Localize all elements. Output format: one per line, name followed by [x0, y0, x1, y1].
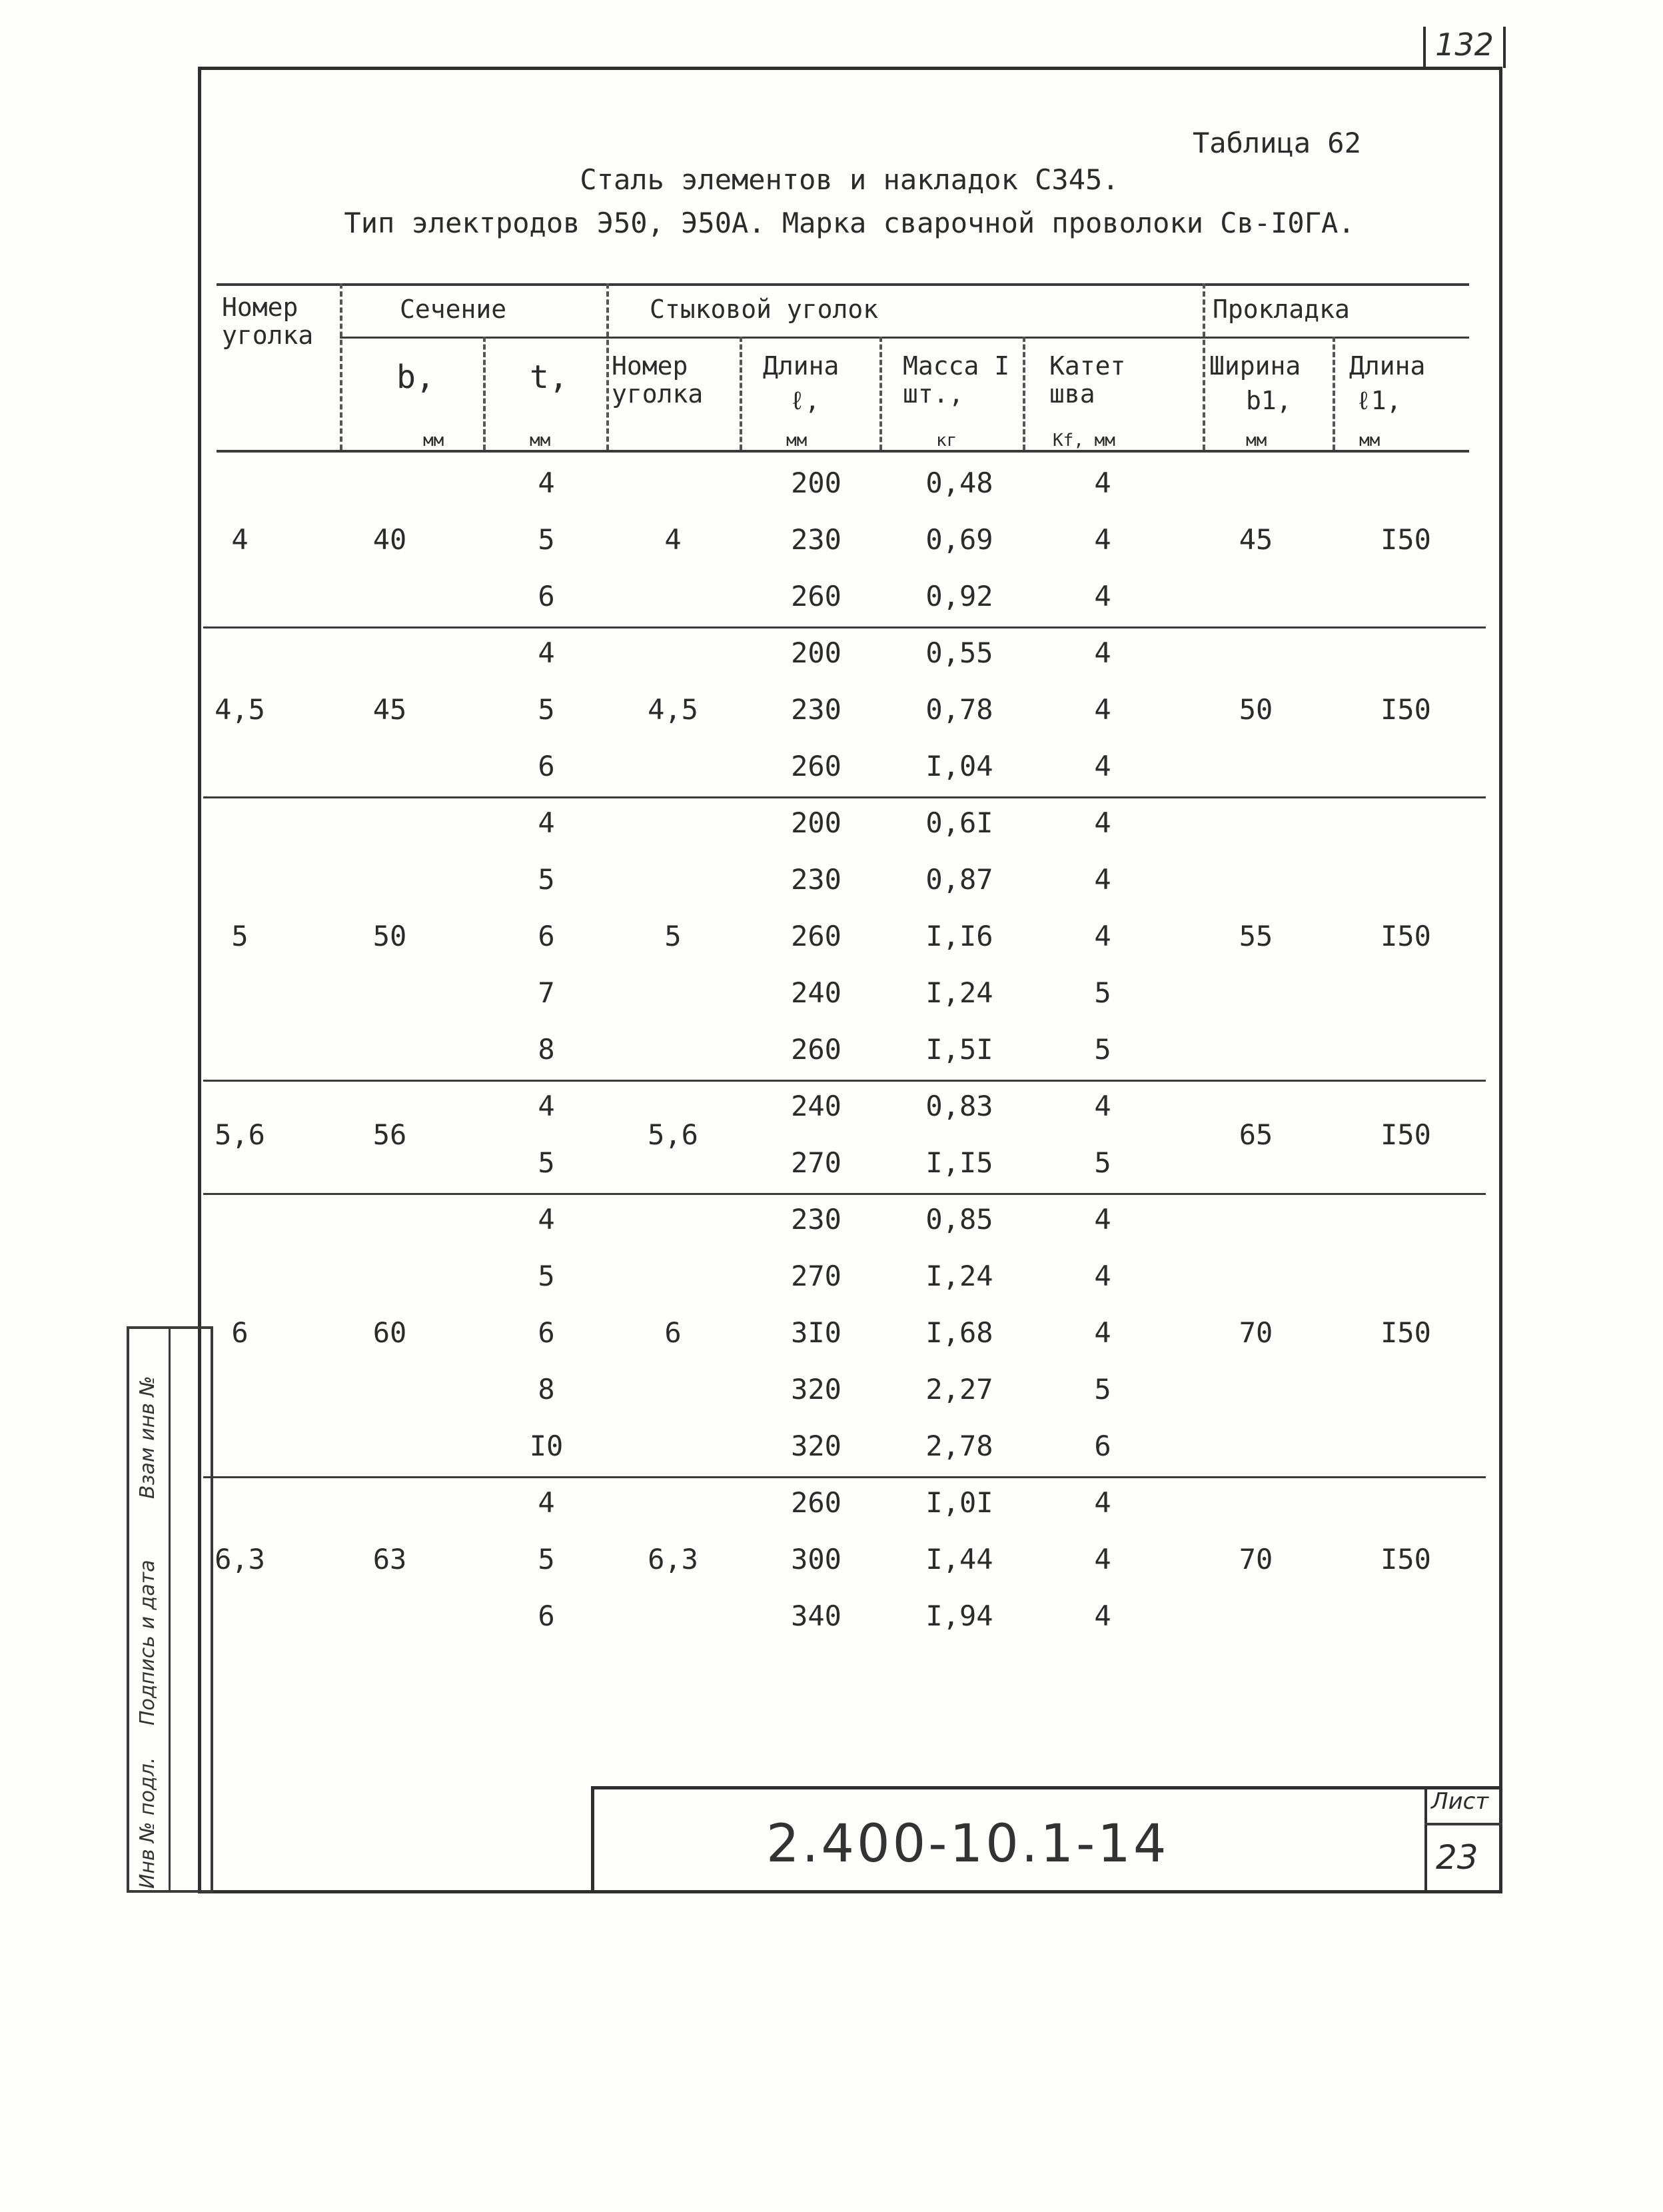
cell-t: 5	[538, 1146, 555, 1179]
cell-mass: I,I5	[925, 1146, 993, 1179]
cell-leg: 4	[1094, 693, 1111, 726]
cell-length: 230	[791, 523, 841, 556]
cell-t: 5	[538, 863, 555, 896]
cell-leg: 5	[1094, 976, 1111, 1009]
header-divider	[879, 337, 882, 450]
cell-gasket-length: I50	[1381, 523, 1431, 556]
header-gasket-length: Длина	[1349, 351, 1426, 381]
cell-leg: 4	[1094, 1543, 1111, 1576]
cell-length: 260	[791, 920, 841, 952]
cell-gasket-length: I50	[1381, 693, 1431, 726]
cell-gasket-length: I50	[1381, 1118, 1431, 1151]
cell-gasket-length: I50	[1381, 920, 1431, 952]
cell-butt-no: 5	[664, 920, 682, 952]
cell-gasket-width: 45	[1239, 523, 1273, 556]
header-mid-rule	[340, 337, 1469, 339]
cell-leg: 4	[1094, 467, 1111, 499]
cell-leg: 4	[1094, 920, 1111, 952]
cell-t: 8	[538, 1373, 555, 1406]
cell-length: 230	[791, 863, 841, 896]
cell-mass: 0,92	[925, 580, 993, 612]
cell-mass: 0,78	[925, 693, 993, 726]
header-bottom-rule	[217, 450, 1469, 453]
cell-b: 50	[372, 920, 407, 952]
cell-length: 200	[791, 806, 841, 839]
side-stamp	[127, 1326, 213, 1893]
cell-length: 260	[791, 750, 841, 782]
header-divider	[1333, 337, 1335, 450]
cell-mass: 0,87	[925, 863, 993, 896]
cell-leg: 4	[1094, 1316, 1111, 1349]
cell-gasket-width: 70	[1239, 1316, 1273, 1349]
cell-leg: 5	[1094, 1033, 1111, 1066]
cell-b: 40	[372, 523, 407, 556]
cell-length: 270	[791, 1260, 841, 1292]
header-length: Длина	[763, 351, 839, 381]
cell-butt-no: 4	[664, 523, 682, 556]
cell-gasket-width: 70	[1239, 1543, 1273, 1576]
cell-length: 260	[791, 1033, 841, 1066]
cell-length: 320	[791, 1430, 841, 1462]
cell-leg: 5	[1094, 1373, 1111, 1406]
cell-length: 340	[791, 1600, 841, 1632]
header-divider	[340, 283, 342, 450]
header-b-unit: мм	[423, 431, 444, 451]
header-length-sym: ℓ,	[790, 386, 820, 415]
cell-mass: I,24	[925, 976, 993, 1009]
cell-leg: 4	[1094, 750, 1111, 782]
sheet-number: 23	[1436, 1838, 1478, 1877]
cell-b: 56	[372, 1118, 407, 1151]
header-divider	[740, 337, 742, 450]
cell-length: 240	[791, 1090, 841, 1122]
cell-t: 6	[538, 920, 555, 952]
header-t: t,	[530, 359, 568, 396]
header-butt-no: Номер уголка	[612, 351, 704, 409]
cell-leg: 4	[1094, 1090, 1111, 1122]
cell-angle-no: 6,3	[215, 1543, 265, 1576]
document-code: 2.400-10.1-14	[766, 1814, 1169, 1874]
side-stamp-inv-label: Инв № подл.	[136, 1757, 159, 1889]
header-b: b,	[396, 359, 435, 396]
cell-length: 3I0	[791, 1316, 841, 1349]
cell-b: 63	[372, 1543, 407, 1576]
header-length-unit: мм	[786, 431, 808, 451]
table-top-rule	[217, 283, 1469, 286]
cell-t: 6	[538, 1316, 555, 1349]
cell-gasket-width: 50	[1239, 693, 1273, 726]
cell-length: 320	[791, 1373, 841, 1406]
header-butt-angle: Стыковой уголок	[650, 295, 879, 324]
cell-length: 270	[791, 1146, 841, 1179]
cell-t: 4	[538, 806, 555, 839]
header-gasket-length-unit: мм	[1359, 431, 1381, 451]
cell-mass: I,I6	[925, 920, 993, 952]
cell-t: 4	[538, 467, 555, 499]
group-separator	[203, 1476, 1486, 1478]
table-title-line2: Тип электродов Э50, Э50А. Марка сварочной проволоки Св-I0ГА.	[344, 207, 1355, 239]
cell-t: 5	[538, 1543, 555, 1576]
cell-leg: 4	[1094, 1600, 1111, 1632]
header-leg: Катет шва	[1049, 351, 1126, 409]
header-gasket-length-sym: ℓ1,	[1356, 386, 1402, 415]
cell-t: 8	[538, 1033, 555, 1066]
cell-length: 300	[791, 1543, 841, 1576]
table-number: Таблица 62	[1193, 127, 1361, 159]
cell-angle-no: 4	[231, 523, 249, 556]
header-divider	[483, 337, 486, 450]
cell-t: 6	[538, 580, 555, 612]
header-width: Ширина	[1209, 351, 1301, 381]
cell-length: 200	[791, 467, 841, 499]
cell-leg: 4	[1094, 1260, 1111, 1292]
header-section: Сечение	[400, 295, 507, 324]
cell-leg: 4	[1094, 863, 1111, 896]
cell-leg: 5	[1094, 1146, 1111, 1179]
cell-gasket-width: 65	[1239, 1118, 1273, 1151]
cell-mass: I,68	[925, 1316, 993, 1349]
cell-t: 5	[538, 693, 555, 726]
cell-mass: 0,85	[925, 1203, 993, 1236]
cell-t: 6	[538, 1600, 555, 1632]
cell-mass: I,5I	[925, 1033, 993, 1066]
cell-length: 230	[791, 1203, 841, 1236]
cell-b: 45	[372, 693, 407, 726]
cell-butt-no: 5,6	[648, 1118, 698, 1151]
cell-mass: I,44	[925, 1543, 993, 1576]
cell-length: 230	[791, 693, 841, 726]
header-divider	[1023, 337, 1025, 450]
cell-butt-no: 6,3	[648, 1543, 698, 1576]
side-stamp-sign-label: Подпись и дата	[136, 1560, 159, 1725]
header-angle-no: Номер уголка	[222, 293, 314, 350]
cell-mass: 2,78	[925, 1430, 993, 1462]
cell-leg: 6	[1094, 1430, 1111, 1462]
cell-leg: 4	[1094, 523, 1111, 556]
cell-angle-no: 6	[231, 1316, 249, 1349]
table-title-line1: Сталь элементов и накладок С345.	[580, 163, 1119, 196]
cell-leg: 4	[1094, 806, 1111, 839]
page-number: 132	[1424, 27, 1504, 63]
sheet-label: Лист	[1431, 1788, 1489, 1815]
cell-t: 6	[538, 750, 555, 782]
cell-b: 60	[372, 1316, 407, 1349]
header-divider	[1203, 283, 1205, 450]
cell-butt-no: 4,5	[648, 693, 698, 726]
header-width-unit: мм	[1246, 431, 1267, 451]
cell-gasket-length: I50	[1381, 1316, 1431, 1349]
cell-butt-no: 6	[664, 1316, 682, 1349]
cell-length: 260	[791, 1486, 841, 1519]
cell-mass: I,94	[925, 1600, 993, 1632]
cell-angle-no: 5,6	[215, 1118, 265, 1151]
cell-leg: 4	[1094, 1203, 1111, 1236]
cell-t: 4	[538, 636, 555, 669]
cell-t: 4	[538, 1203, 555, 1236]
header-gasket: Прокладка	[1213, 295, 1350, 324]
header-t-unit: мм	[530, 431, 551, 451]
cell-gasket-length: I50	[1381, 1543, 1431, 1576]
group-separator	[203, 1080, 1486, 1082]
cell-mass: I,04	[925, 750, 993, 782]
cell-leg: 4	[1094, 636, 1111, 669]
cell-leg: 4	[1094, 1486, 1111, 1519]
cell-mass: 0,83	[925, 1090, 993, 1122]
cell-t: 4	[538, 1486, 555, 1519]
cell-angle-no: 5	[231, 920, 249, 952]
cell-angle-no: 4,5	[215, 693, 265, 726]
header-mass: Масса I шт.,	[903, 351, 1010, 409]
cell-t: 5	[538, 523, 555, 556]
cell-t: I0	[529, 1430, 564, 1462]
group-separator	[203, 626, 1486, 628]
header-divider	[606, 283, 609, 450]
cell-mass: 0,48	[925, 467, 993, 499]
cell-mass: 0,69	[925, 523, 993, 556]
cell-t: 7	[538, 976, 555, 1009]
header-leg-sym: Kf, мм	[1053, 431, 1115, 451]
sheet-box-divider	[1424, 1823, 1502, 1825]
cell-gasket-width: 55	[1239, 920, 1273, 952]
group-separator	[203, 1193, 1486, 1195]
cell-mass: 2,27	[925, 1373, 993, 1406]
cell-mass: 0,55	[925, 636, 993, 669]
cell-length: 240	[791, 976, 841, 1009]
cell-mass: 0,6I	[925, 806, 993, 839]
cell-mass: I,0I	[925, 1486, 993, 1519]
side-stamp-replace-label: Взам инв №	[136, 1376, 159, 1499]
cell-leg: 4	[1094, 580, 1111, 612]
header-width-sym: b1,	[1246, 386, 1292, 415]
header-mass-unit: кг	[936, 431, 957, 451]
group-separator	[203, 796, 1486, 798]
cell-t: 4	[538, 1090, 555, 1122]
cell-length: 200	[791, 636, 841, 669]
cell-mass: I,24	[925, 1260, 993, 1292]
cell-length: 260	[791, 580, 841, 612]
cell-t: 5	[538, 1260, 555, 1292]
